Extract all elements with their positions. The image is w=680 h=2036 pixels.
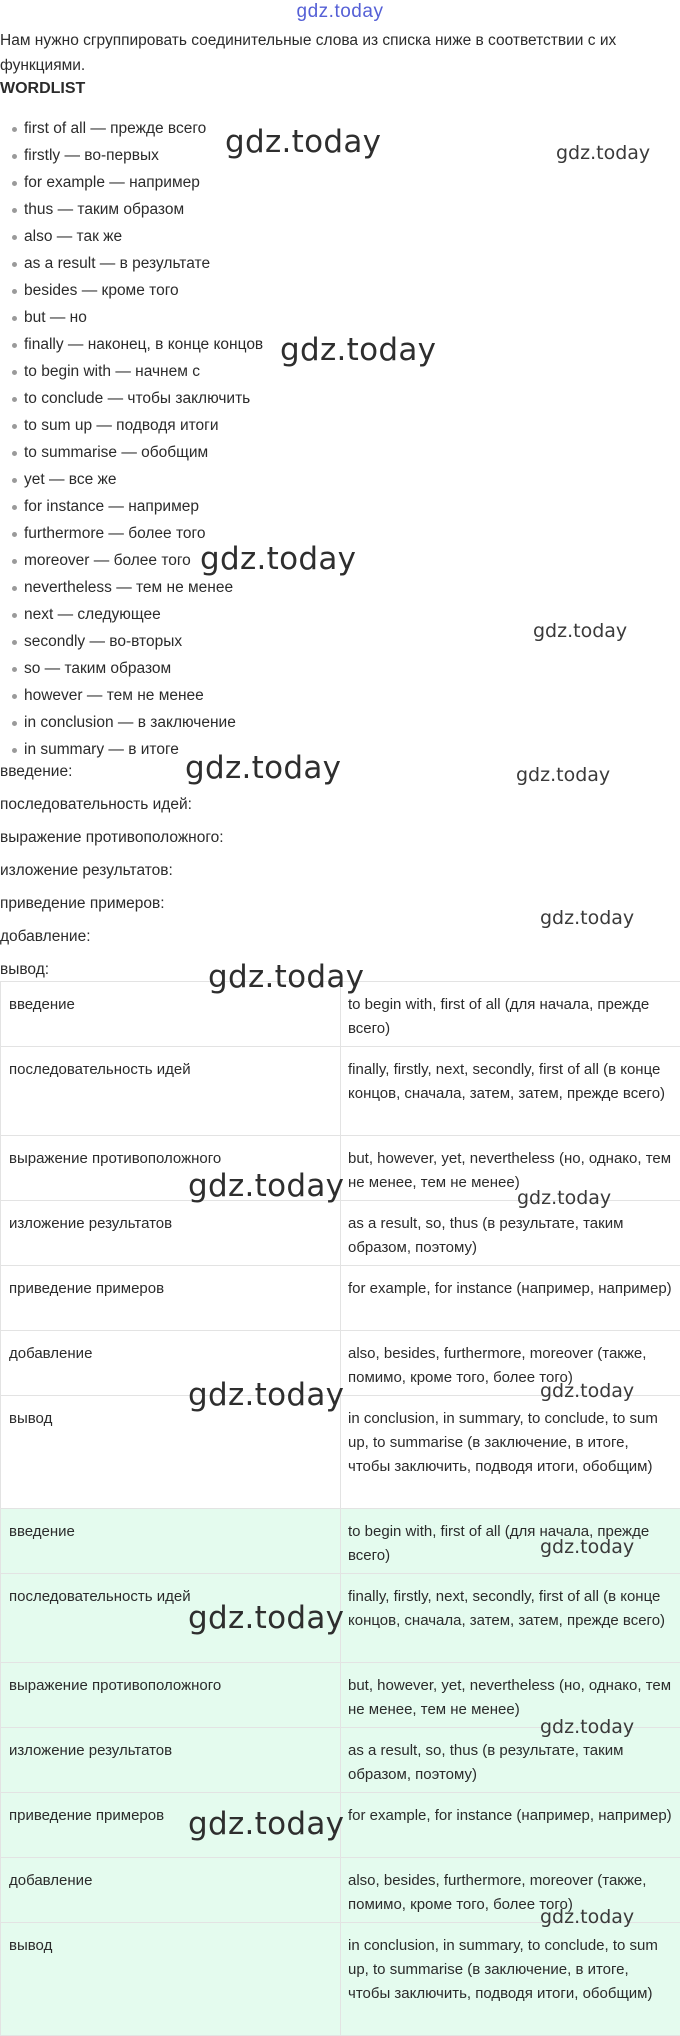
words-cell: finally, firstly, next, secondly, first of all (в конце концов, сначала, затем, затем, прежде всего) <box>341 1574 680 1663</box>
watermark: gdz.today <box>540 1380 634 1402</box>
category-cell: вывод <box>1 1923 341 2036</box>
words-cell: in conclusion, in summary, to conclude, to sum up, to summarise (в заключение, в итоге, чтобы заключить, подводя итоги, обобщим) <box>341 1923 680 2036</box>
table-row <box>1 1923 680 2036</box>
answer-table-highlighted <box>0 1508 680 2036</box>
category-cell: приведение примеров <box>1 1793 341 1858</box>
category-cell: изложение результатов <box>1 1728 341 1793</box>
wordlist-item: however — тем не менее <box>0 682 263 709</box>
table-row <box>1 1136 680 1201</box>
category-label: изложение результатов: <box>0 858 224 891</box>
words-cell: for example, for instance (например, например) <box>341 1793 680 1858</box>
watermark: gdz.today <box>280 332 436 368</box>
words-cell: as a result, so, thus (в результате, таким образом, поэтому) <box>341 1728 680 1793</box>
category-label: вывод: <box>0 957 224 990</box>
wordlist-item: to begin with — начнем с <box>0 358 263 385</box>
intro-text: Нам нужно сгруппировать соединительные слова из списка ниже в соответствии с их функциями. <box>0 28 670 78</box>
category-label: приведение примеров: <box>0 891 224 924</box>
wordlist-item: so — таким образом <box>0 655 263 682</box>
wordlist-item: but — но <box>0 304 263 331</box>
category-cell: добавление <box>1 1331 341 1396</box>
table-row <box>1 1266 680 1331</box>
table-row <box>1 1574 680 1663</box>
wordlist-item: besides — кроме того <box>0 277 263 304</box>
category-cell: введение <box>1 1509 341 1574</box>
table-row <box>1 1509 680 1574</box>
watermark: gdz.today <box>188 1168 344 1204</box>
watermark: gdz.today <box>540 1536 634 1558</box>
table-row <box>1 1728 680 1793</box>
wordlist-item: finally — наконец, в конце концов <box>0 331 263 358</box>
wordlist-item: for instance — например <box>0 493 263 520</box>
words-cell: but, however, yet, nevertheless (но, однако, тем не менее, тем не менее) <box>341 1136 680 1201</box>
watermark: gdz.today <box>188 1806 344 1842</box>
category-label: выражение противоположного: <box>0 825 224 858</box>
watermark: gdz.today <box>188 1600 344 1636</box>
watermark: gdz.today <box>188 1377 344 1413</box>
wordlist-item: yet — все же <box>0 466 263 493</box>
category-cell: последовательность идей <box>1 1574 341 1663</box>
wordlist-item: to sum up — подводя итоги <box>0 412 263 439</box>
watermark: gdz.today <box>540 1906 634 1928</box>
words-cell: to begin with, first of all (для начала, прежде всего) <box>341 1509 680 1574</box>
words-cell: but, however, yet, nevertheless (но, однако, тем не менее, тем не менее) <box>341 1663 680 1728</box>
table-row <box>1 982 680 1047</box>
watermark: gdz.today <box>540 907 634 929</box>
wordlist-item: secondly — во-вторых <box>0 628 263 655</box>
wordlist-item: moreover — более того <box>0 547 263 574</box>
watermark: gdz.today <box>225 124 381 160</box>
words-cell: finally, firstly, next, secondly, first of all (в конце концов, сначала, затем, затем, прежде всего) <box>341 1047 680 1136</box>
watermark: gdz.today <box>533 620 627 642</box>
watermark: gdz.today <box>208 959 364 995</box>
table-row <box>1 1047 680 1136</box>
category-cell: выражение противоположного <box>1 1663 341 1728</box>
table-row <box>1 1793 680 1858</box>
category-cell: последовательность идей <box>1 1047 341 1136</box>
category-cell: добавление <box>1 1858 341 1923</box>
watermark: gdz.today <box>556 142 650 164</box>
watermark: gdz.today <box>540 1716 634 1738</box>
category-cell: введение <box>1 982 341 1047</box>
category-cell: изложение результатов <box>1 1201 341 1266</box>
answer-table <box>0 981 680 1509</box>
table-row <box>1 1663 680 1728</box>
wordlist-item: in summary — в итоге <box>0 736 263 763</box>
category-cell: приведение примеров <box>1 1266 341 1331</box>
category-cell: выражение противоположного <box>1 1136 341 1201</box>
wordlist-item: to conclude — чтобы заключить <box>0 385 263 412</box>
wordlist <box>0 115 263 763</box>
words-cell: in conclusion, in summary, to conclude, to sum up, to summarise (в заключение, в итоге, чтобы заключить, подводя итоги, обобщим) <box>341 1396 680 1509</box>
wordlist-item: furthermore — более того <box>0 520 263 547</box>
wordlist-item: as a result — в результате <box>0 250 263 277</box>
wordlist-item: nevertheless — тем не менее <box>0 574 263 601</box>
wordlist-item: to summarise — обобщим <box>0 439 263 466</box>
table-row <box>1 1201 680 1266</box>
wordlist-heading: WORDLIST <box>0 80 85 98</box>
watermark: gdz.today <box>185 750 341 786</box>
watermark: gdz.today <box>517 1187 611 1209</box>
wordlist-item: also — так же <box>0 223 263 250</box>
words-cell: also, besides, furthermore, moreover (также, помимо, кроме того, более того) <box>341 1858 680 1923</box>
words-cell: as a result, so, thus (в результате, таким образом, поэтому) <box>341 1201 680 1266</box>
wordlist-item: next — следующее <box>0 601 263 628</box>
site-logo[interactable]: gdz.today <box>0 0 680 24</box>
watermark: gdz.today <box>516 764 610 786</box>
wordlist-item: for example — например <box>0 169 263 196</box>
category-label: добавление: <box>0 924 224 957</box>
table-row <box>1 1858 680 1923</box>
category-label: последовательность идей: <box>0 792 224 825</box>
words-cell: for example, for instance (например, например) <box>341 1266 680 1331</box>
wordlist-item: firstly — во-первых <box>0 142 263 169</box>
table-row <box>1 1396 680 1509</box>
words-cell: also, besides, furthermore, moreover (также, помимо, кроме того, более того) <box>341 1331 680 1396</box>
wordlist-item: thus — таким образом <box>0 196 263 223</box>
table-row <box>1 1331 680 1396</box>
category-label: введение: <box>0 759 224 792</box>
category-cell: вывод <box>1 1396 341 1509</box>
wordlist-item: in conclusion — в заключение <box>0 709 263 736</box>
category-list <box>0 759 224 990</box>
watermark: gdz.today <box>200 541 356 577</box>
wordlist-item: first of all — прежде всего <box>0 115 263 142</box>
words-cell: to begin with, first of all (для начала, прежде всего) <box>341 982 680 1047</box>
